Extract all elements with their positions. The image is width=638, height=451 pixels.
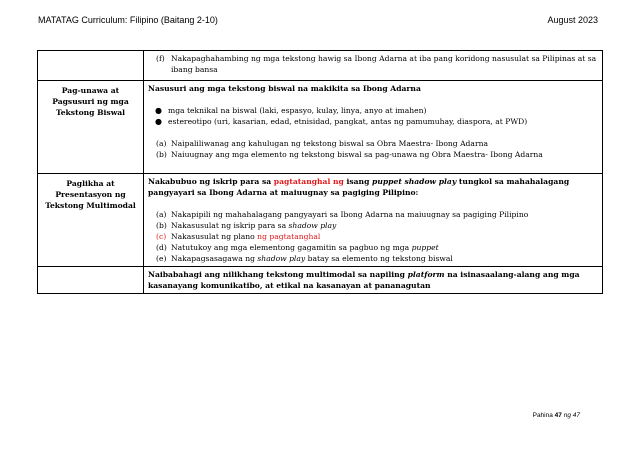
row-heading: [148, 176, 598, 198]
item-text: Nakapipili ng mahahalagang pangyayari sa Ibong Adarna na maiuugnay sa pagiging Pilipino: [171, 210, 529, 219]
page-footer: [533, 412, 580, 419]
item-text: Naipaliliwanag ang kahulugan ng tekstong biswal sa Obra Maestra- Ibong Adarna: [171, 139, 488, 148]
heading-text: Nakabubuo ng iskrip para sa: [148, 177, 274, 186]
header-date: August 2023: [547, 15, 598, 25]
table-row: [38, 51, 603, 81]
content-cell: [144, 267, 603, 294]
item-marker: (c): [156, 232, 167, 241]
table-row: [38, 267, 603, 294]
item-italic: shadow play: [288, 221, 337, 230]
heading-italic: puppet shadow play: [372, 177, 457, 186]
item-marker: (f): [156, 54, 165, 63]
content-cell: [144, 174, 603, 267]
closing-text: na isinasaalang-alang ang mga kasanayang komunikatibo, at etikal na kasanayan at pananagutan: [148, 270, 580, 290]
heading-highlight: pagtatanghal ng: [273, 177, 344, 186]
item-italic: puppet: [411, 243, 439, 252]
item-marker: (d): [156, 243, 167, 252]
item-text: Naiuugnay ang mga elemento ng tekstong biswal sa pag-unawa ng Obra Maestra- Ibong Adarna: [171, 150, 543, 159]
item-text: batay sa elemento ng tekstong biswal: [305, 254, 453, 263]
item-marker: (a): [156, 210, 167, 219]
page-header: [38, 15, 598, 25]
heading-text: isang: [343, 177, 373, 186]
footer-page-number: 47: [554, 412, 562, 419]
list-item-f: [156, 53, 598, 75]
list-item-d: [156, 242, 598, 253]
closing-statement: [148, 269, 598, 291]
list-item-e: [156, 253, 598, 264]
item-text: Nakasusulat ng iskrip para sa: [171, 221, 289, 230]
closing-italic: platform: [407, 270, 445, 279]
item-italic: shadow play: [257, 254, 306, 263]
list-item-a: [156, 138, 598, 149]
row-label-biswal: Pag-unawa at Pagsusuri ng mga Tekstong Biswal: [38, 81, 144, 174]
bullet-icon: ●: [155, 117, 162, 126]
item-text: Nakapaghahambing ng mga tekstong hawig sa Ibong Adarna at iba pang koridong nasusulat sa Pilipinas at sa ibang bansa: [171, 54, 597, 74]
item-text: Nakapagsasagawa ng: [171, 254, 258, 263]
footer-total-pages: 47: [572, 412, 580, 419]
table-row: [38, 174, 603, 267]
content-cell: [144, 81, 603, 174]
bullet-text: estereotipo (uri, kasarian, edad, etnisidad, pangkat, antas ng pamumuhay, diaspora, at PWD): [168, 117, 528, 126]
header-curriculum-title: MATATAG Curriculum: Filipino (Baitang 2-10): [38, 15, 218, 25]
empty-label-cell: [38, 267, 144, 294]
item-highlight: ng pagtatanghal: [257, 232, 321, 241]
list-item-a: [156, 209, 598, 220]
list-item-c: [156, 231, 598, 242]
row-label-multimodal: Paglikha at Presentasyon ng Tekstong Multimodal: [38, 174, 144, 267]
item-marker: (a): [156, 139, 167, 148]
item-text: Natutukoy ang mga elementong gagamitin sa pagbuo ng mga: [171, 243, 412, 252]
closing-text: Naibabahagi ang nilikhang tekstong multimodal sa napiling: [148, 270, 408, 279]
list-item-b: [156, 220, 598, 231]
list-item-b: [156, 149, 598, 160]
bullet-item: [148, 116, 598, 127]
content-cell: [144, 51, 603, 81]
footer-pahina: Pahina: [532, 412, 553, 419]
heading-text: tungkol sa mahahalagang pangyayari sa Ibong Adarna at maiuugnay sa pagiging Pilipino:: [148, 177, 570, 197]
curriculum-table: [37, 50, 603, 294]
empty-label-cell: [38, 51, 144, 81]
item-text: Nakasusulat ng plano: [171, 232, 258, 241]
item-marker: (e): [156, 254, 167, 263]
bullet-text: mga teknikal na biswal (laki, espasyo, kulay, linya, anyo at imahen): [168, 106, 427, 115]
item-marker: (b): [156, 150, 167, 159]
bullet-icon: ●: [155, 106, 162, 115]
table-row: [38, 81, 603, 174]
footer-ng: ng: [563, 412, 571, 419]
item-marker: (b): [156, 221, 167, 230]
bullet-item: [148, 105, 598, 116]
row-heading: Nasusuri ang mga tekstong biswal na makikita sa Ibong Adarna: [148, 84, 421, 93]
